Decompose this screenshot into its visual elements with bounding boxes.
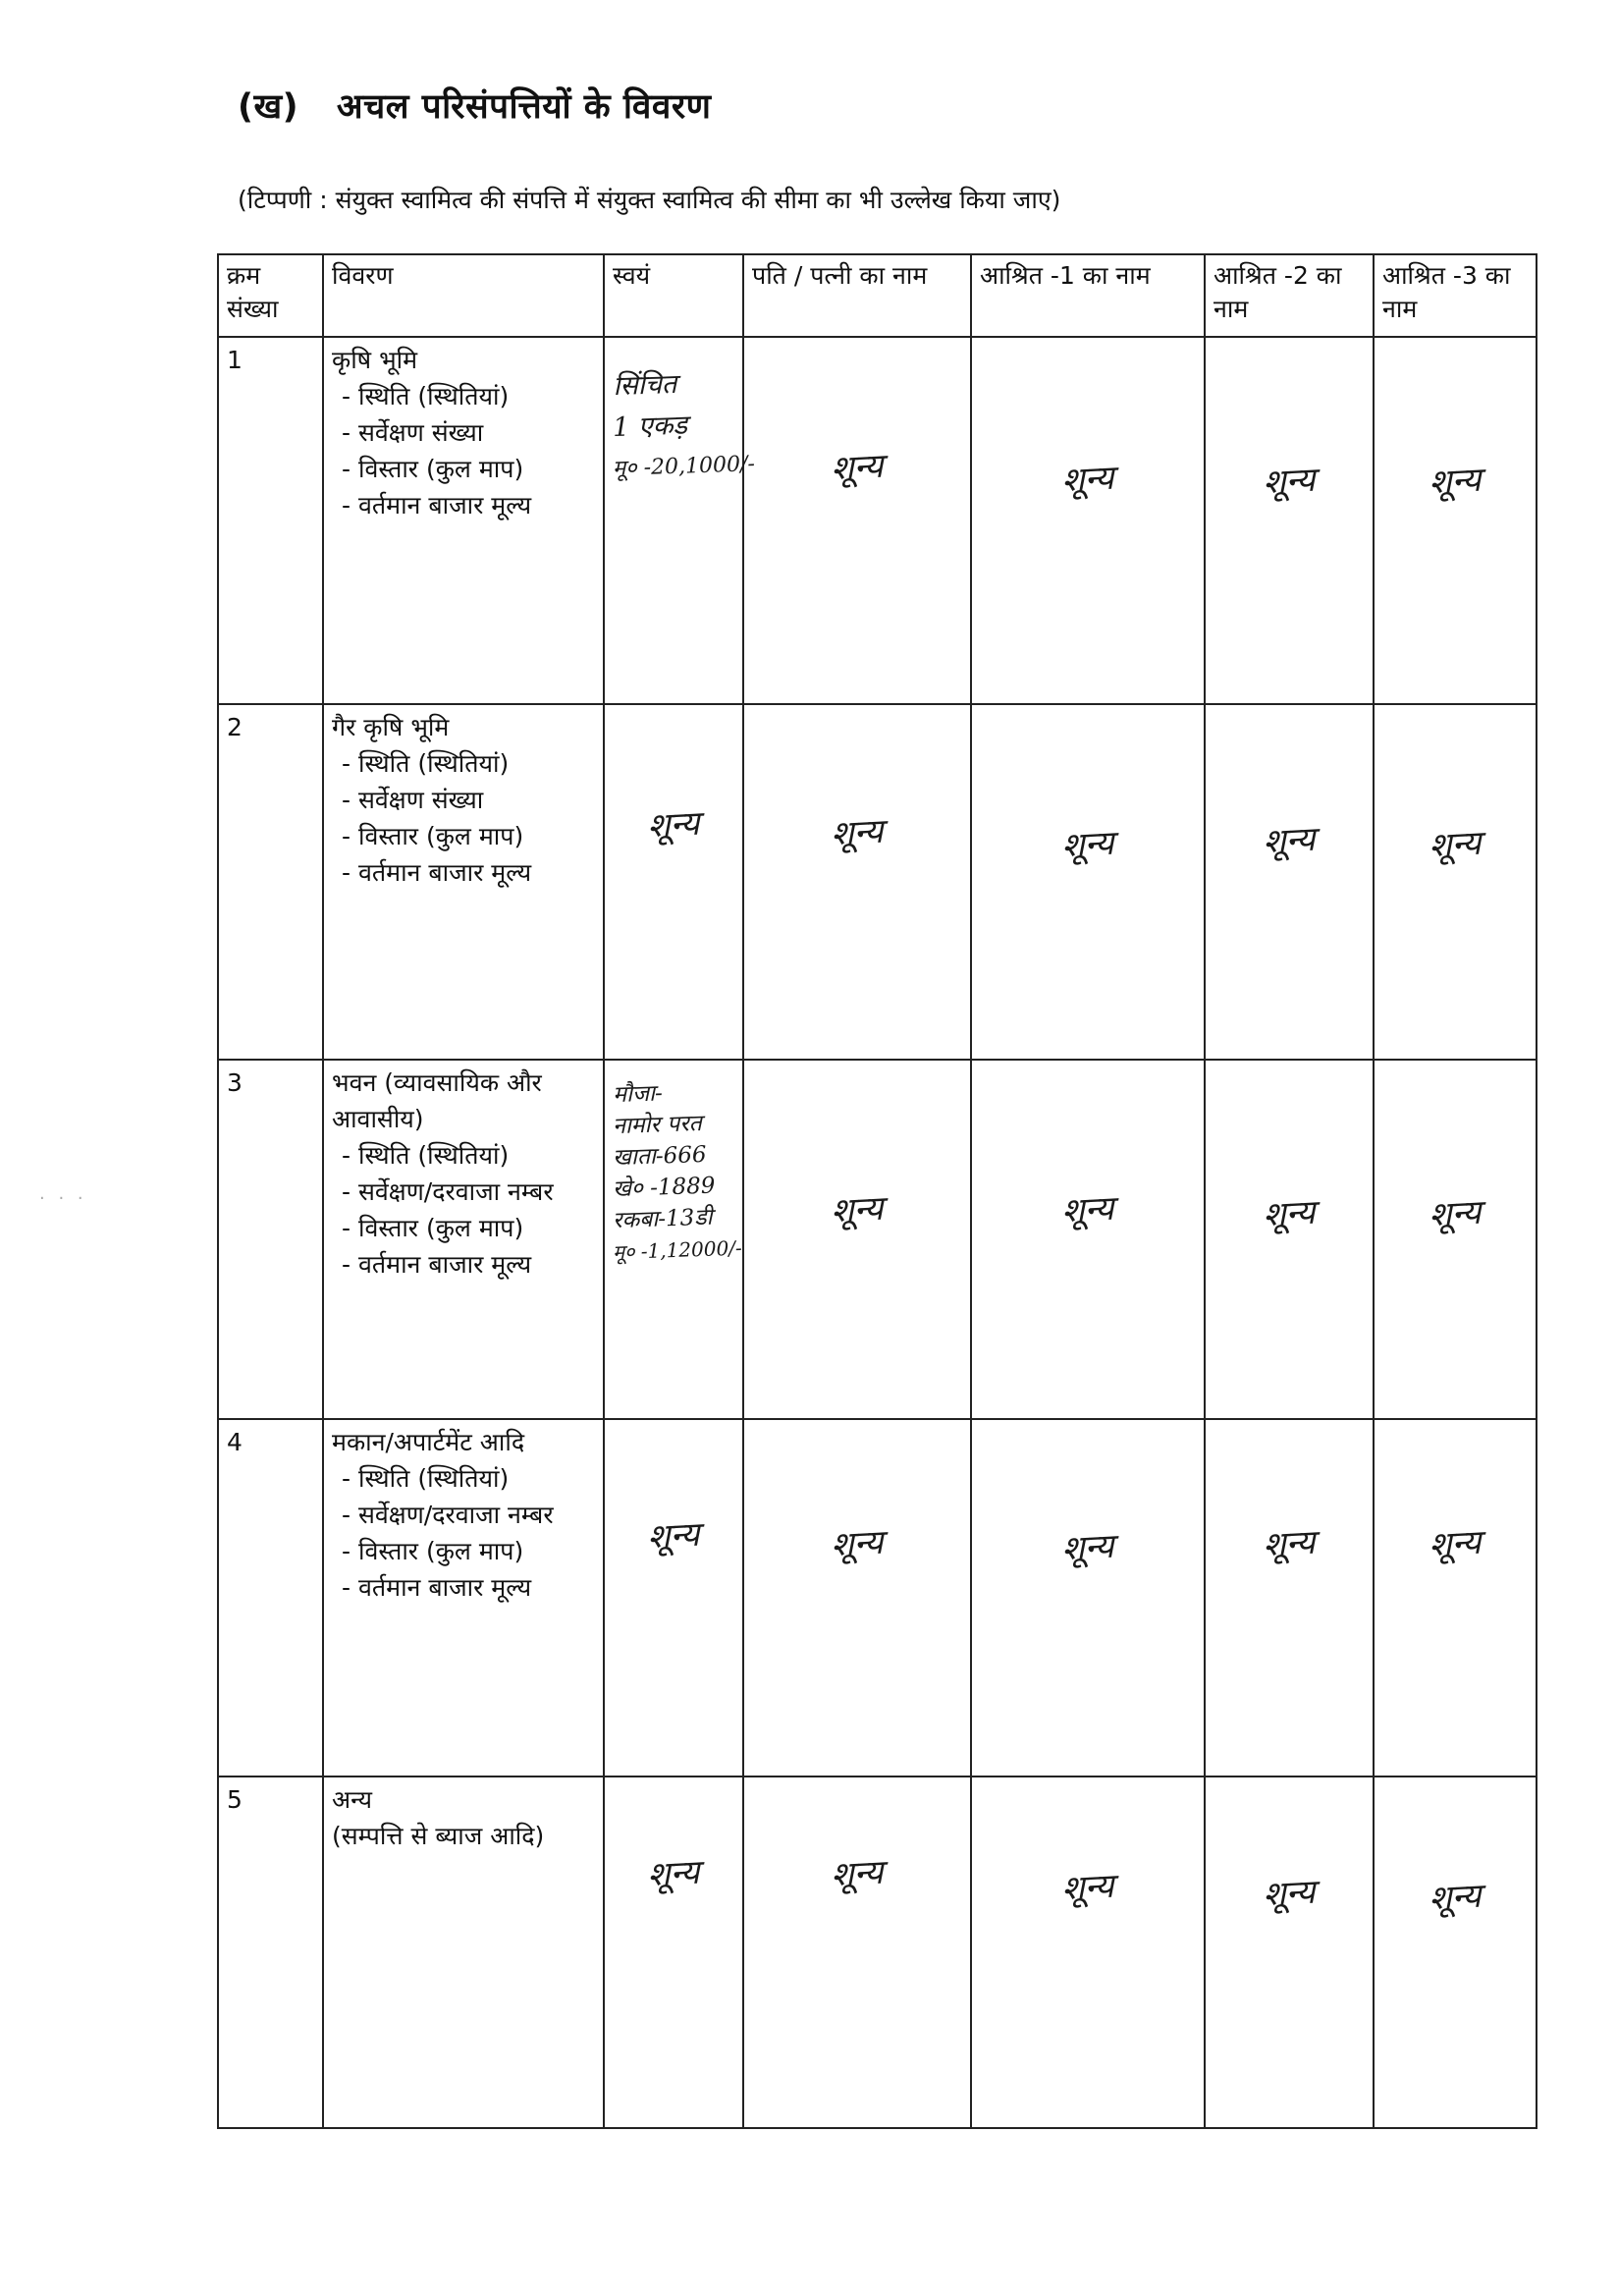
col-header-sn: क्रम संख्या <box>218 254 323 337</box>
handwritten-line: खे० -1889 <box>612 1173 716 1203</box>
row-details <box>323 1419 604 1777</box>
row-title: कृषि भूमि <box>332 346 418 374</box>
table-row <box>218 337 1537 704</box>
row-detail-line: - सर्वेक्षण/दरवाजा नम्बर <box>342 1501 554 1529</box>
row-title: अन्य <box>332 1785 372 1814</box>
handwritten-value: शून्य <box>830 1188 885 1231</box>
handwritten-value: शून्य <box>1262 819 1317 862</box>
row-details <box>323 1060 604 1419</box>
handwritten-value: शून्य <box>1428 1876 1483 1919</box>
row-sn: 3 <box>218 1060 323 1419</box>
cell-dep3 <box>1374 337 1537 704</box>
row-title: भवन (व्यावसायिक और आवासीय) <box>332 1068 542 1133</box>
row-detail-line: - विस्तार (कुल माप) <box>342 1537 524 1565</box>
cell-self <box>604 1060 743 1419</box>
row-sn: 5 <box>218 1777 323 2128</box>
handwritten-value: शून्य <box>830 811 885 854</box>
cell-dep1 <box>971 1777 1205 2128</box>
handwritten-value: शून्य <box>1428 460 1483 503</box>
scan-smudge: · · · <box>39 1188 87 1209</box>
row-details <box>323 704 604 1060</box>
handwritten-line: सिंचित <box>612 368 677 403</box>
cell-dep3 <box>1374 1419 1537 1777</box>
handwritten-value: शून्य <box>1262 1872 1317 1915</box>
row-details <box>323 337 604 704</box>
row-title: गैर कृषि भूमि <box>332 713 450 741</box>
section-note: (टिप्पणी : संयुक्त स्वामित्व की संपत्ति में संयुक्त स्वामित्व की सीमा का भी उल्लेख किया जाए) <box>238 186 1061 214</box>
cell-dep2 <box>1205 704 1374 1060</box>
handwritten-value: शून्य <box>1060 1188 1115 1231</box>
cell-self <box>604 337 756 704</box>
handwritten-line: नामोर परत <box>612 1111 703 1140</box>
row-detail-line: - वर्तमान बाजार मूल्य <box>342 1250 532 1279</box>
cell-dep3 <box>1374 1060 1537 1419</box>
col-header-dep2: आश्रित -2 का नाम <box>1205 254 1374 337</box>
handwritten-line: मू० -20,1000/- <box>612 452 756 482</box>
row-detail-line: - स्थिति (स्थितियां) <box>342 1141 510 1170</box>
handwritten-value: शून्य <box>1428 1522 1483 1565</box>
handwritten-value: शून्य <box>1428 1192 1483 1235</box>
col-header-dep1: आश्रित -1 का नाम <box>971 254 1205 337</box>
handwritten-value: शून्य <box>1060 823 1115 866</box>
col-header-spouse: पति / पत्नी का नाम <box>743 254 971 337</box>
handwritten-value: शून्य <box>646 803 701 847</box>
row-sn: 2 <box>218 704 323 1060</box>
handwritten-line: खाता-666 <box>612 1141 707 1172</box>
cell-dep2 <box>1205 1419 1374 1777</box>
table-header-row <box>218 254 1537 337</box>
row-detail-line: - विस्तार (कुल माप) <box>342 455 524 483</box>
handwritten-value: शून्य <box>1060 458 1115 501</box>
handwritten-value: शून्य <box>646 1514 701 1558</box>
col-header-self: स्वयं <box>604 254 743 337</box>
section-label: (ख) <box>238 87 299 127</box>
section-title: अचल परिसंपत्तियों के विवरण <box>336 87 712 127</box>
row-detail-line: - वर्तमान बाजार मूल्य <box>342 858 532 887</box>
handwritten-value: शून्य <box>1060 1526 1115 1569</box>
immovable-assets-table <box>217 253 1537 2129</box>
row-detail-line: - स्थिति (स्थितियां) <box>342 749 510 778</box>
handwritten-line: रकबा-13डी <box>612 1204 713 1234</box>
row-detail-line: - सर्वेक्षण/दरवाजा नम्बर <box>342 1177 554 1206</box>
col-header-details: विवरण <box>323 254 604 337</box>
handwritten-value: शून्य <box>1060 1866 1115 1909</box>
row-sn: 1 <box>218 337 323 704</box>
cell-dep1 <box>971 1419 1205 1777</box>
table-row <box>218 1777 1537 2128</box>
table-row <box>218 704 1537 1060</box>
table-row <box>218 1419 1537 1777</box>
section-heading <box>238 82 711 129</box>
cell-dep1 <box>971 337 1205 704</box>
row-detail-line: - वर्तमान बाजार मूल्य <box>342 491 532 519</box>
cell-spouse <box>743 1419 971 1777</box>
col-header-dep3: आश्रित -3 का नाम <box>1374 254 1537 337</box>
cell-spouse <box>743 1060 971 1419</box>
handwritten-value: शून्य <box>646 1852 701 1895</box>
row-details <box>323 1777 604 2128</box>
cell-spouse <box>743 1777 971 2128</box>
handwritten-value: शून्य <box>830 446 885 489</box>
cell-dep2 <box>1205 337 1374 704</box>
cell-dep2 <box>1205 1777 1374 2128</box>
cell-self <box>604 1419 743 1777</box>
handwritten-value: शून्य <box>1262 1192 1317 1235</box>
row-detail-line: - सर्वेक्षण संख्या <box>342 418 484 447</box>
cell-dep1 <box>971 1060 1205 1419</box>
cell-dep3 <box>1374 704 1537 1060</box>
row-detail-line: (सम्पत्ति से ब्याज आदि) <box>332 1822 545 1850</box>
row-detail-line: - वर्तमान बाजार मूल्य <box>342 1573 532 1602</box>
handwritten-line: 1 एकड़ <box>612 410 688 444</box>
cell-self <box>604 704 743 1060</box>
row-detail-line: - विस्तार (कुल माप) <box>342 822 524 850</box>
row-detail-line: - स्थिति (स्थितियां) <box>342 1464 510 1493</box>
table-row <box>218 1060 1537 1419</box>
handwritten-line: मौजा- <box>612 1080 664 1109</box>
row-sn: 4 <box>218 1419 323 1777</box>
handwritten-value: शून्य <box>1262 1522 1317 1565</box>
handwritten-value: शून्य <box>1428 823 1483 866</box>
row-title: मकान/अपार्टमेंट आदि <box>332 1428 525 1456</box>
handwritten-value: शून्य <box>1262 460 1317 503</box>
row-detail-line: - सर्वेक्षण संख्या <box>342 786 484 814</box>
row-detail-line: - स्थिति (स्थितियां) <box>342 382 510 410</box>
row-detail-line: - विस्तार (कुल माप) <box>342 1214 524 1242</box>
cell-dep1 <box>971 704 1205 1060</box>
cell-spouse <box>743 704 971 1060</box>
cell-self <box>604 1777 743 2128</box>
handwritten-value: शून्य <box>830 1852 885 1895</box>
cell-dep2 <box>1205 1060 1374 1419</box>
handwritten-value: शून्य <box>830 1522 885 1565</box>
cell-spouse <box>743 337 971 704</box>
handwritten-line: मू० -1,12000/- <box>612 1235 743 1265</box>
cell-dep3 <box>1374 1777 1537 2128</box>
